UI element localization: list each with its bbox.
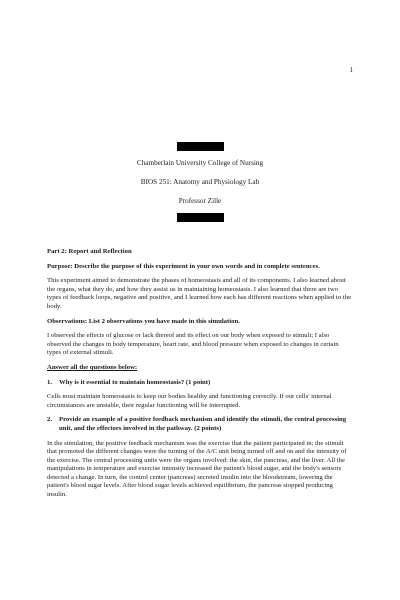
answer-1: Cells must maintain homeostasis to keep our bodies healthy and functioning correctly. If our cells' internal circumstances are unstable, their regular functioning will be interrupted. [47,393,332,409]
section-heading: Part 2: Report and Reflection [47,248,132,255]
page-number: 1 [349,66,353,74]
observations-prompt: Observations: List 2 observations you have made in this simulation. [47,317,240,325]
document-body [47,248,353,506]
college-name: Chamberlain University College of Nursing [136,159,264,167]
redaction-bar-name [177,142,224,151]
observations-answer: I observed the effects of glucose or lack thereof and its effect on our body when exposed to stimuli; I also observed the changes in body temperature, heart rate, and blood pressure when exposed to changes in certain types of external stimuli. [47,332,339,357]
question-number: 1. [47,378,53,386]
question-2 [47,416,353,433]
question-text: Provide an example of a positive feedback mechanism and identify the stimuli, the central processing unit, and the effectors involved in the pathway. (2 points) [59,416,347,432]
purpose-answer: This experiment aimed to demonstrate the phases of homeostasis and all of its components. I also learned about the organs, what they do, and how they assist us in maintaining homeostasis. I also learned that there are two types of feedback loops, negative and positive, and I learned how each has different reactions when applied to the body. [47,277,352,310]
questions-heading: Answer all the questions below: [47,363,138,371]
answer-2: In the simulation, the positive feedback mechanism was the exercise that the patient participated in; the stimuli that promoted the different changes were the turning of the A/C unit being turned off and on and the intensity of the exercise. The central processing units were the organs involved: the skin, the pancreas, and the liver. All the manipulations in temperature and exercise intensity increased the patient's blood sugar, and the body's sensors detected a change. In turn, the control center (pancreas) secreted insulin into the bloodstream, lowering the patient's blood sugar levels. After blood sugar levels achieved equilibrium, the pancreas stopped producing insulin. [47,439,347,499]
purpose-prompt: Purpose: Describe the purpose of this experiment in your own words and in complete sentences. [47,262,320,270]
redaction-bar-date [177,213,224,222]
professor-name: Professor Zille [178,197,222,205]
question-text: Why is it essential to maintain homeostasis? (1 point) [59,378,211,386]
question-number: 2. [47,416,53,424]
title-block [0,159,400,216]
question-1 [47,379,353,388]
course-name: BIOS 251: Anatomy and Physiology Lab [140,178,260,186]
